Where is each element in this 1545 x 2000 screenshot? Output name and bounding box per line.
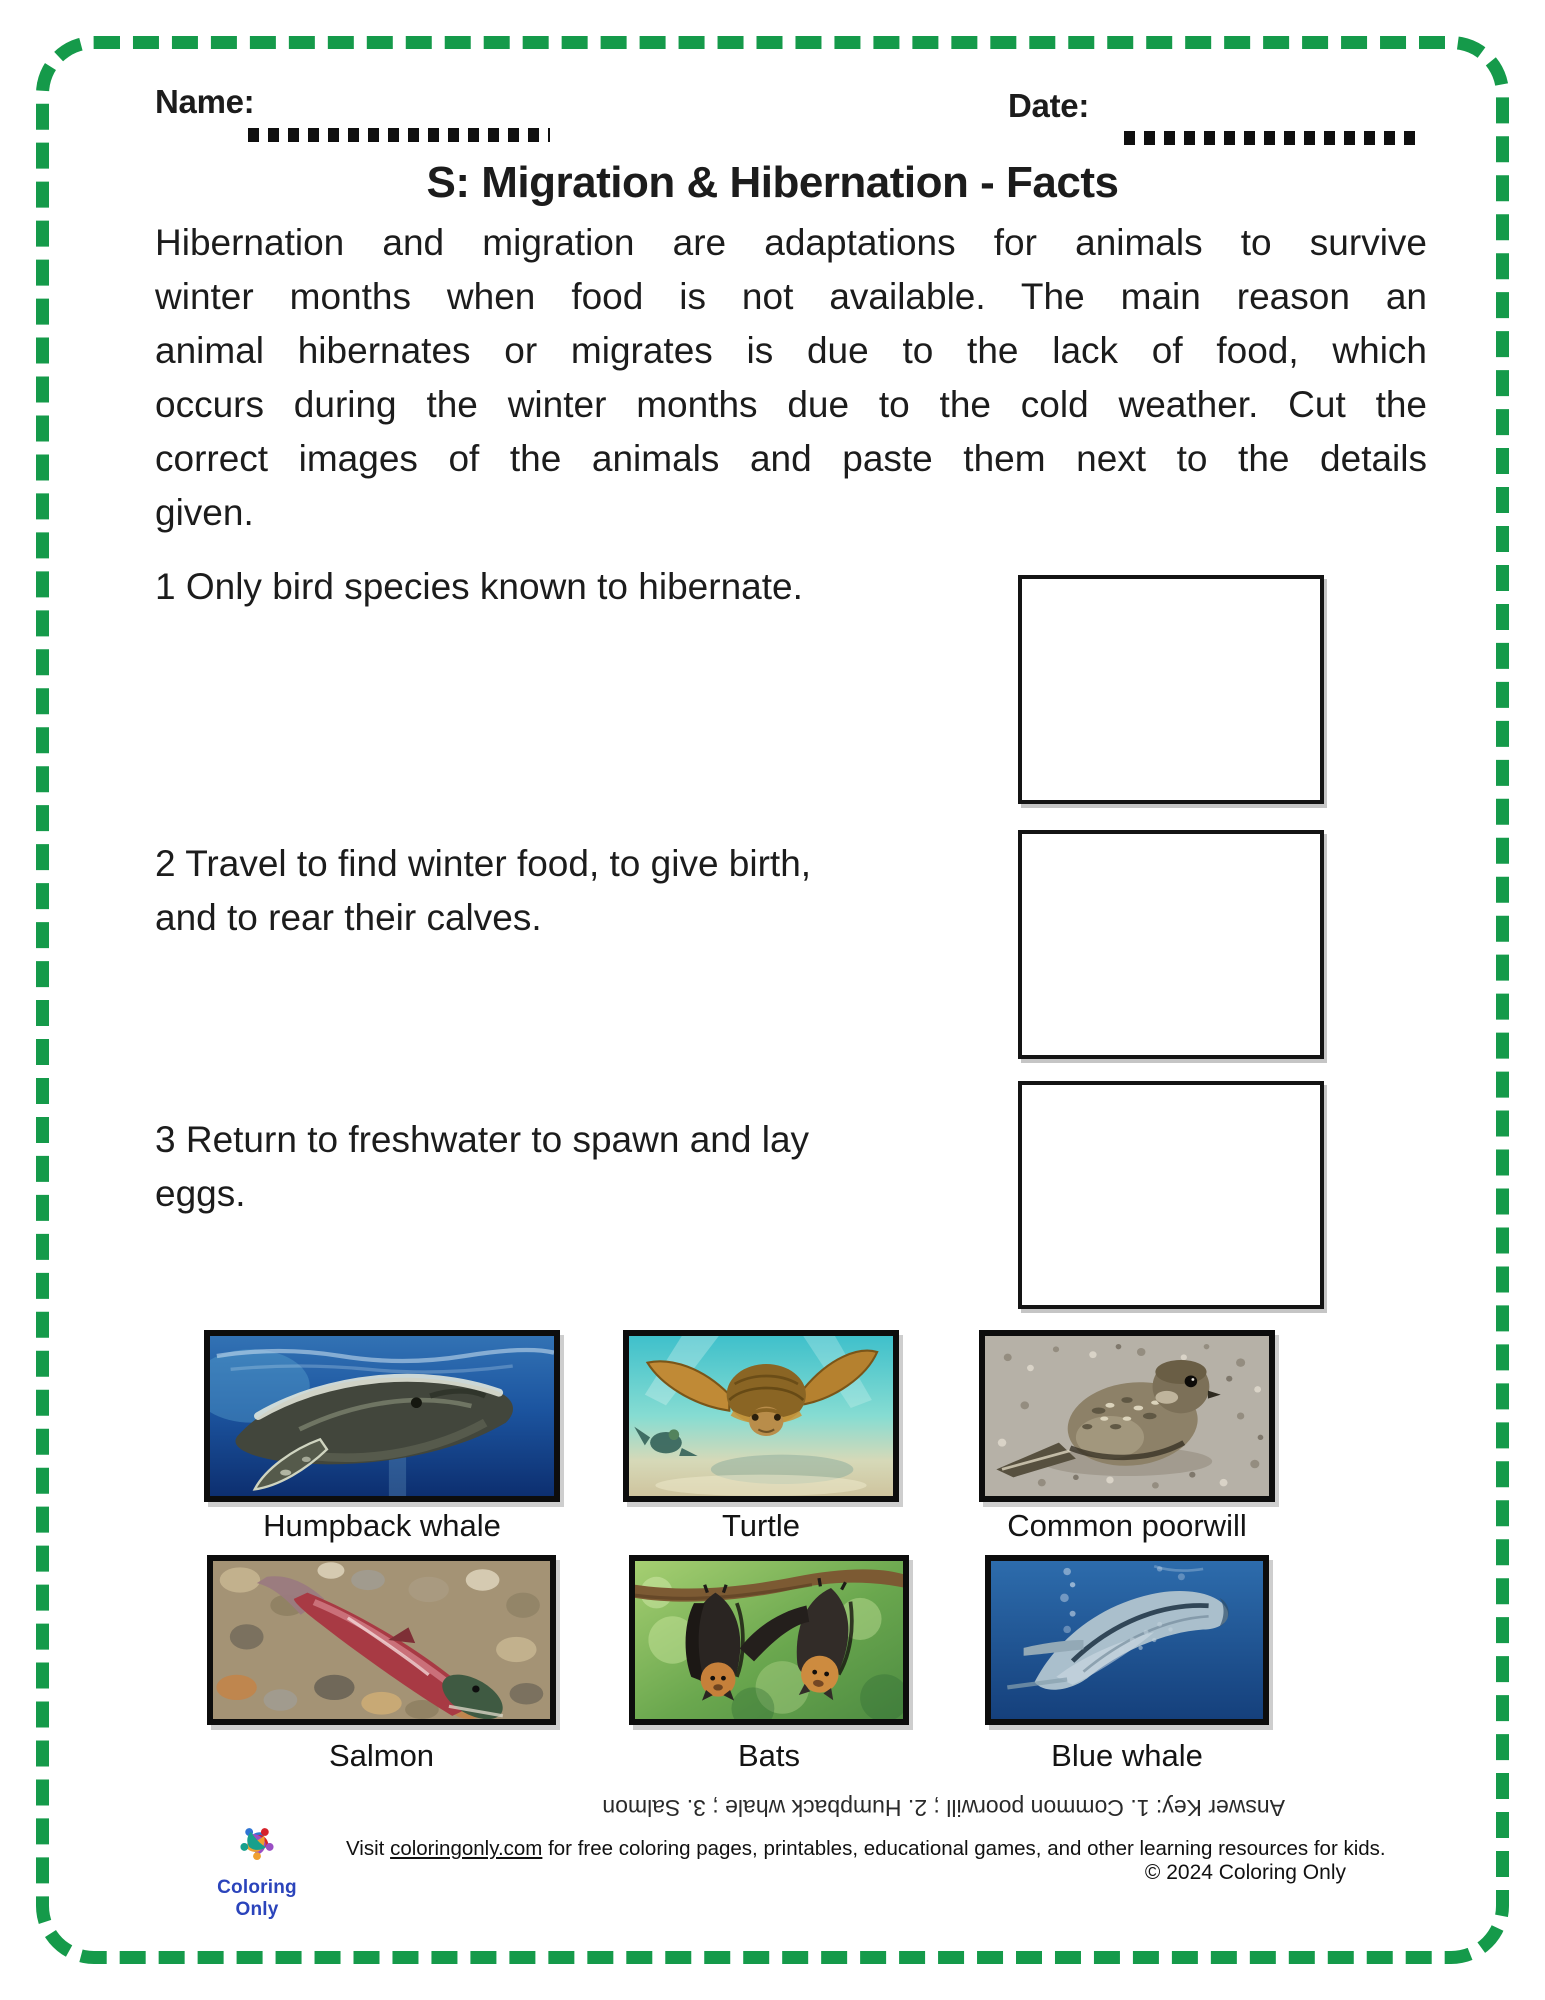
blue-whale-image[interactable] xyxy=(985,1555,1269,1725)
fact-3-text: 3 Return to freshwater to spawn and lay eggs. xyxy=(155,1119,810,1214)
salmon-label: Salmon xyxy=(328,1738,435,1773)
paste-box-2[interactable] xyxy=(1018,830,1324,1059)
name-label: Name: xyxy=(155,83,255,120)
answer-key-upside-down: Answer Key: 1. Common poorwill ; 2. Humpback whale ; 3. Salmon xyxy=(602,1795,1285,1821)
intro-line: occurs during the winter months due to the cold weather. Cut the xyxy=(155,384,1427,425)
turtle-card[interactable] xyxy=(623,1330,899,1502)
visit-prefix: Visit xyxy=(346,1837,391,1860)
fact-2-text: 2 Travel to find winter food, to give birth, and to rear their calves. xyxy=(155,843,812,938)
salmon-card[interactable] xyxy=(207,1555,556,1725)
page-title: S: Migration & Hibernation - Facts xyxy=(426,158,1119,207)
name-fill-line xyxy=(248,128,550,142)
intro-line: winter months when food is not available. The main reason an xyxy=(155,276,1427,317)
paste-box-1[interactable] xyxy=(1018,575,1324,804)
turtle-label: Turtle xyxy=(721,1508,801,1543)
bats-label: Bats xyxy=(737,1738,801,1773)
coloring-only-logo-icon xyxy=(214,1813,300,1871)
date-label: Date: xyxy=(1008,87,1090,124)
humpback-whale-label: Humpback whale xyxy=(263,1508,501,1543)
visit-suffix: for free coloring pages, printables, educational games, and other learning resources for kids. xyxy=(542,1837,1386,1860)
humpback-whale-card[interactable] xyxy=(204,1330,560,1502)
paste-box-3[interactable] xyxy=(1018,1081,1324,1309)
footer-visit-line xyxy=(346,1837,1386,1861)
fact-1-text: 1 Only bird species known to hibernate. xyxy=(155,566,803,607)
coloring-only-logo xyxy=(196,1813,318,1921)
bats-image[interactable] xyxy=(629,1555,909,1725)
humpback-whale-image[interactable] xyxy=(204,1330,560,1502)
common-poorwill-image[interactable] xyxy=(979,1330,1275,1502)
common-poorwill-label: Common poorwill xyxy=(1007,1508,1247,1543)
turtle-image[interactable] xyxy=(623,1330,899,1502)
coloringonly-link[interactable]: coloringonly.com xyxy=(390,1837,543,1860)
coloring-only-brand: Coloring Only xyxy=(217,1877,297,1920)
intro-line: animal hibernates or migrates is due to the lack of food, which xyxy=(155,330,1427,371)
copyright-line: © 2024 Coloring Only xyxy=(1144,1861,1346,1884)
blue-whale-card[interactable] xyxy=(985,1555,1269,1725)
intro-line: correct images of the animals and paste them next to the details xyxy=(155,438,1427,479)
common-poorwill-card[interactable] xyxy=(979,1330,1275,1502)
bats-card[interactable] xyxy=(629,1555,909,1725)
blue-whale-label: Blue whale xyxy=(1051,1738,1203,1773)
intro-line: given. xyxy=(155,492,254,533)
intro-paragraph xyxy=(155,216,1427,540)
intro-line: Hibernation and migration are adaptations for animals to survive xyxy=(155,222,1427,263)
salmon-image[interactable] xyxy=(207,1555,556,1725)
date-fill-line xyxy=(1124,131,1420,145)
